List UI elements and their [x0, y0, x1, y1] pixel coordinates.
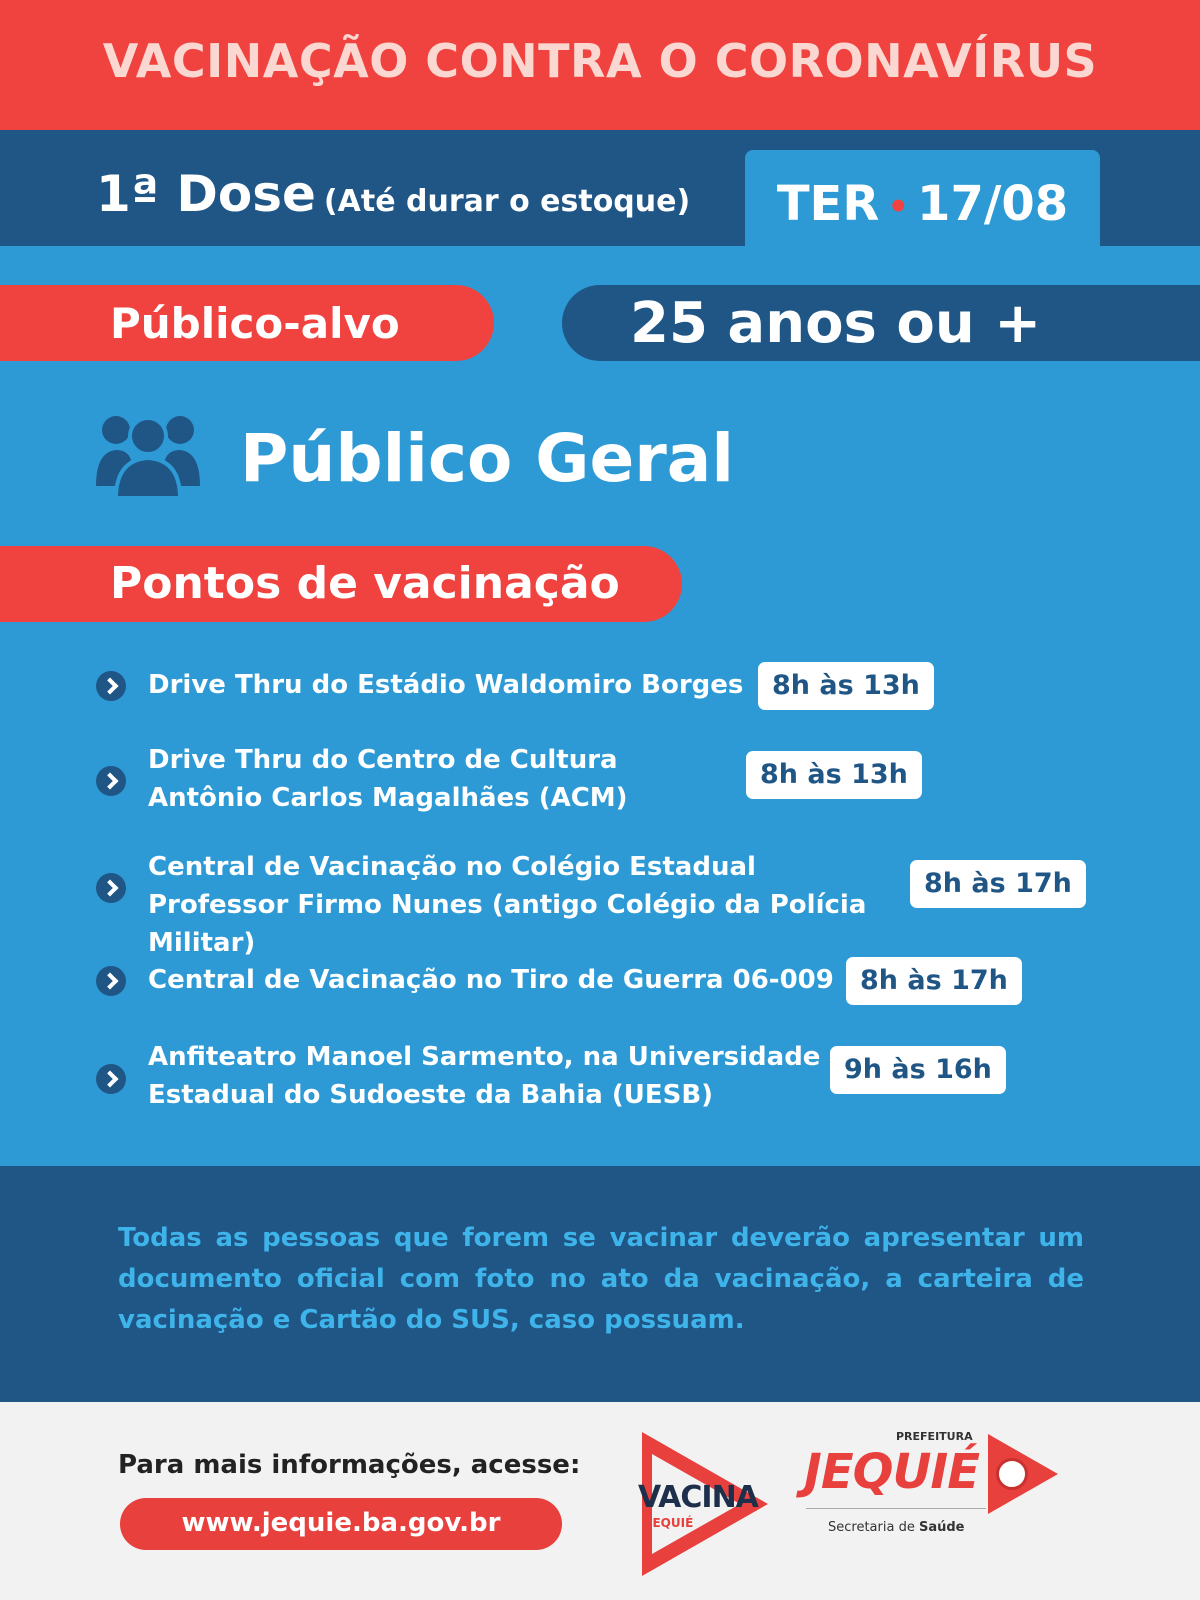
top-banner: [0, 0, 1200, 130]
time-badge: 9h às 16h: [830, 1046, 1006, 1094]
vacina-jequie-logo: [638, 1432, 778, 1572]
chevron-right-icon: [96, 966, 126, 996]
target-label-pill: [0, 285, 494, 361]
date-box: [745, 150, 1100, 250]
vacina-logo-word: VACINA: [638, 1480, 758, 1515]
logo-city-name: JEQUIÉ: [804, 1444, 980, 1500]
list-item: [96, 660, 1176, 712]
logo-prefeitura: PREFEITURA: [896, 1430, 973, 1443]
points-title: Pontos de vacinação: [110, 558, 620, 609]
time-badge: 8h às 13h: [746, 751, 922, 799]
date-text: [745, 176, 1100, 232]
location-name: Central de Vacinação no Colégio Estadual Professor Firmo Nunes (antigo Colégio da Polícia Militar): [148, 852, 867, 958]
people-group-icon: [96, 408, 200, 498]
list-item: [96, 848, 1176, 958]
list-item: [96, 741, 1176, 821]
date-separator-icon: •: [887, 187, 910, 227]
prefeitura-jequie-logo: [800, 1420, 1090, 1580]
target-label: Público-alvo: [110, 299, 400, 348]
chevron-right-icon: [96, 873, 126, 903]
audience-label: Público Geral: [240, 420, 734, 497]
website-link[interactable]: [120, 1498, 562, 1550]
footer: [0, 1402, 1200, 1600]
points-title-pill: [0, 546, 682, 622]
dose-label: 1ª Dose: [96, 165, 316, 223]
date-weekday: TER: [776, 176, 880, 232]
list-item: [96, 1034, 1176, 1114]
chevron-right-icon: [96, 1064, 126, 1094]
time-badge: 8h às 17h: [846, 957, 1022, 1005]
page-title: VACINAÇÃO CONTRA O CORONAVÍRUS: [102, 34, 1098, 88]
footer-info: Para mais informações, acesse:: [118, 1450, 581, 1480]
location-name: Anfiteatro Manoel Sarmento, na Universidade Estadual do Sudoeste da Bahia (UESB): [148, 1042, 821, 1110]
website-url: www.jequie.ba.gov.br: [181, 1508, 501, 1538]
vacina-logo-sub: JEQUIÉ: [648, 1516, 694, 1530]
logo-divider: [806, 1508, 986, 1509]
notice-text: Todas as pessoas que forem se vacinar deverão apresentar um documento oficial com foto no ato da vacinação, a carteira de vacinação e Cartão do SUS, caso possuam.: [118, 1223, 1084, 1335]
time-badge: 8h às 13h: [758, 662, 934, 710]
list-item: [96, 955, 1176, 1007]
location-name: Drive Thru do Estádio Waldomiro Borges: [148, 670, 744, 700]
notice-band: [0, 1166, 1200, 1402]
chevron-right-icon: [96, 671, 126, 701]
target-value: 25 anos ou +: [630, 291, 1042, 356]
dose-note: (Até durar o estoque): [323, 184, 691, 219]
target-value-pill: [562, 285, 1200, 361]
logo-department: Secretaria de Saúde: [828, 1520, 965, 1535]
location-name: Drive Thru do Centro de Cultura Antônio Carlos Magalhães (ACM): [148, 745, 628, 813]
dose-heading: [96, 165, 690, 223]
city-seal-icon: [996, 1458, 1028, 1490]
chevron-right-icon: [96, 766, 126, 796]
time-badge: 8h às 17h: [910, 860, 1086, 908]
date-day: 17/08: [917, 176, 1069, 232]
location-name: Central de Vacinação no Tiro de Guerra 06-009: [148, 965, 834, 995]
